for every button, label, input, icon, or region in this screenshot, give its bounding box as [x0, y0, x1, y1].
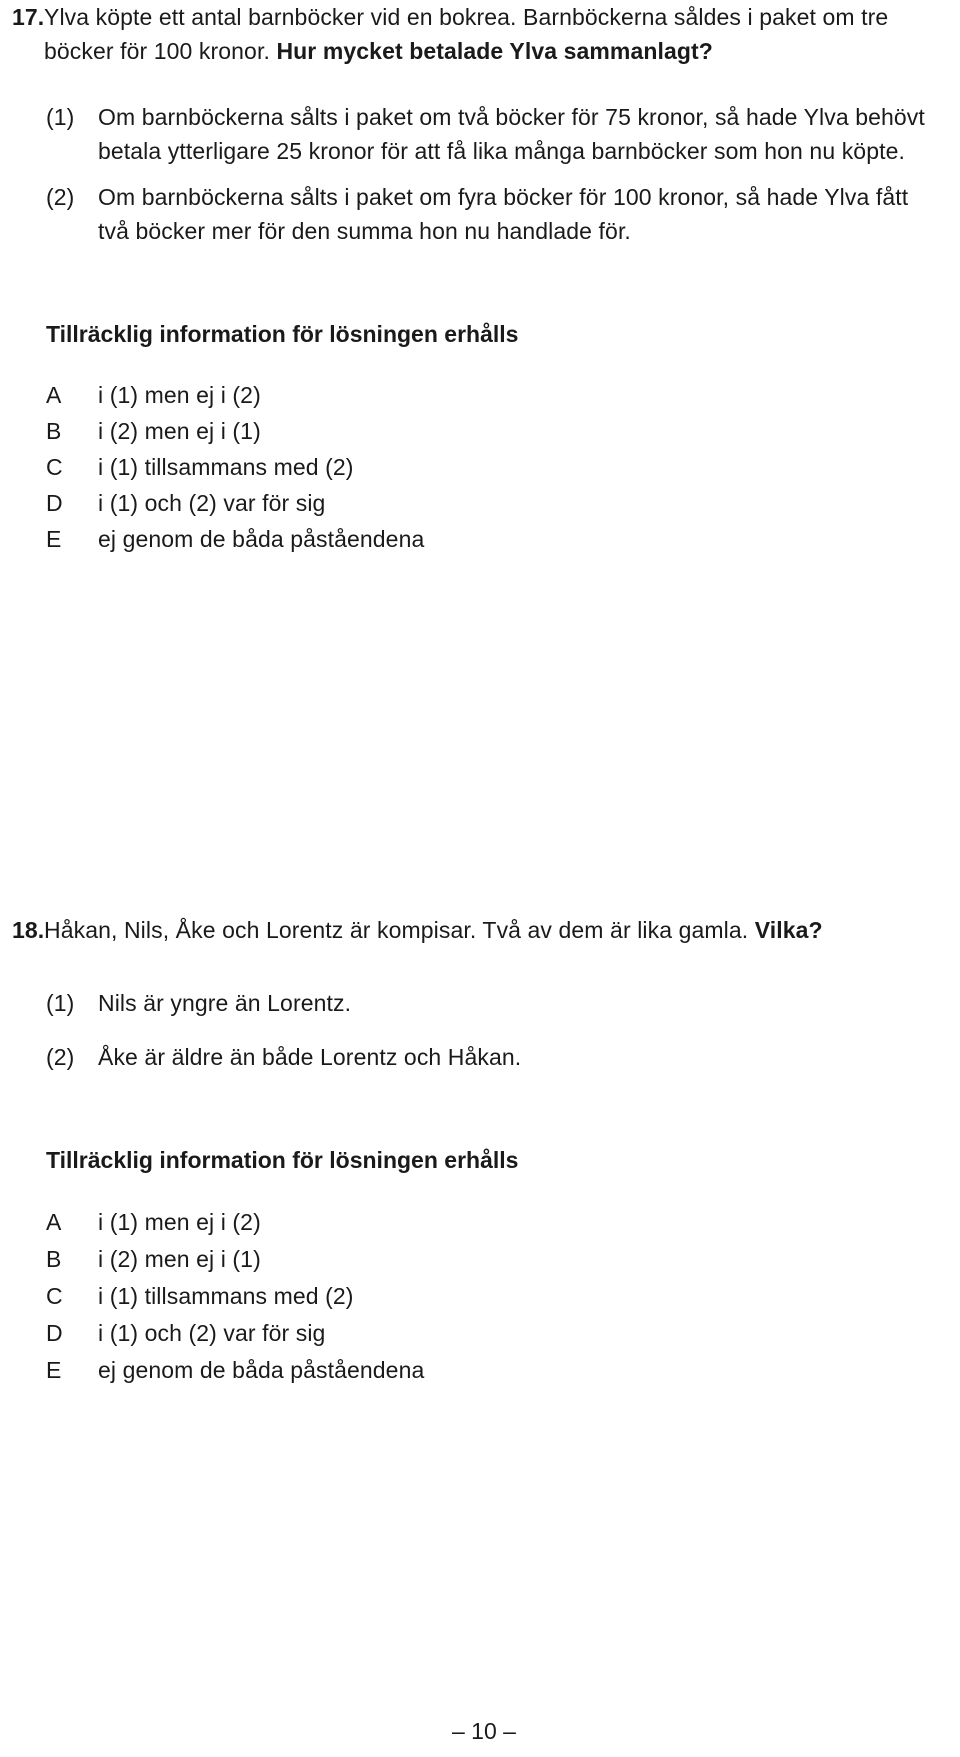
- statement-label: (1): [46, 990, 75, 1016]
- option-letter: D: [46, 490, 63, 516]
- question-text-plain: böcker för 100 kronor.: [44, 38, 277, 64]
- option-text: i (1) och (2) var för sig: [98, 490, 326, 516]
- option-e: [46, 1353, 746, 1387]
- statement-line: Om barnböckerna sålts i paket om fyra böcker för 100 kronor, så hade Ylva fått: [98, 184, 909, 210]
- option-text: i (1) men ej i (2): [98, 382, 261, 408]
- option-c: [46, 1279, 746, 1313]
- question-number: 18.: [12, 917, 45, 943]
- option-text: i (2) men ej i (1): [98, 418, 261, 444]
- option-letter: C: [46, 454, 63, 480]
- statement-text: Nils är yngre än Lorentz.: [98, 990, 352, 1016]
- sufficiency-heading: Tillräcklig information för lösningen erhålls: [46, 321, 519, 347]
- statement-label: (2): [46, 1044, 75, 1070]
- option-letter: A: [46, 1209, 62, 1235]
- option-text: i (1) tillsammans med (2): [98, 1283, 354, 1309]
- option-text: ej genom de båda påståendena: [98, 526, 425, 552]
- option-a: [46, 378, 746, 412]
- option-c: [46, 450, 746, 484]
- option-d: [46, 486, 746, 520]
- statement-text: [98, 180, 946, 248]
- option-e: [46, 522, 746, 556]
- option-letter: D: [46, 1320, 63, 1346]
- statement-line: två böcker mer för den summa hon nu handlade för.: [98, 218, 631, 244]
- question-text-line: Ylva köpte ett antal barnböcker vid en bokrea. Barnböckerna såldes i paket om tre: [44, 4, 889, 30]
- option-a: [46, 1205, 746, 1239]
- question-number: 17.: [12, 4, 45, 30]
- option-text: ej genom de båda påståendena: [98, 1357, 425, 1383]
- statement-text: [98, 100, 946, 168]
- option-letter: B: [46, 1246, 62, 1272]
- question-18-header: [12, 913, 942, 947]
- question-prompt: Vilka?: [754, 917, 823, 943]
- option-d: [46, 1316, 746, 1350]
- option-text: i (1) och (2) var för sig: [98, 1320, 326, 1346]
- option-letter: B: [46, 418, 62, 444]
- option-text: i (1) men ej i (2): [98, 1209, 261, 1235]
- option-text: i (1) tillsammans med (2): [98, 454, 354, 480]
- option-letter: A: [46, 382, 62, 408]
- statement-label: (1): [46, 104, 75, 130]
- option-b: [46, 1242, 746, 1276]
- statement-line: Om barnböckerna sålts i paket om två böcker för 75 kronor, så hade Ylva behövt: [98, 104, 925, 130]
- option-letter: E: [46, 526, 62, 552]
- statement-2: [46, 180, 946, 248]
- question-17-line-2: [44, 34, 960, 68]
- statement-1: [46, 100, 946, 168]
- question-text-plain: Håkan, Nils, Åke och Lorentz är kompisar. Två av dem är lika gamla.: [44, 917, 755, 943]
- statement-2: [46, 1040, 946, 1074]
- option-letter: E: [46, 1357, 62, 1383]
- option-letter: C: [46, 1283, 63, 1309]
- question-prompt: Hur mycket betalade Ylva sammanlagt?: [276, 38, 713, 64]
- statement-line: betala ytterligare 25 kronor för att få lika många barnböcker som hon nu köpte.: [98, 138, 905, 164]
- page-number: – 10 –: [452, 1718, 516, 1744]
- statement-text: Åke är äldre än både Lorentz och Håkan.: [98, 1044, 522, 1070]
- question-17-header: [12, 0, 942, 34]
- option-b: [46, 414, 746, 448]
- sufficiency-heading: Tillräcklig information för lösningen erhålls: [46, 1147, 519, 1173]
- statement-label: (2): [46, 184, 75, 210]
- statement-1: [46, 986, 946, 1020]
- option-text: i (2) men ej i (1): [98, 1246, 261, 1272]
